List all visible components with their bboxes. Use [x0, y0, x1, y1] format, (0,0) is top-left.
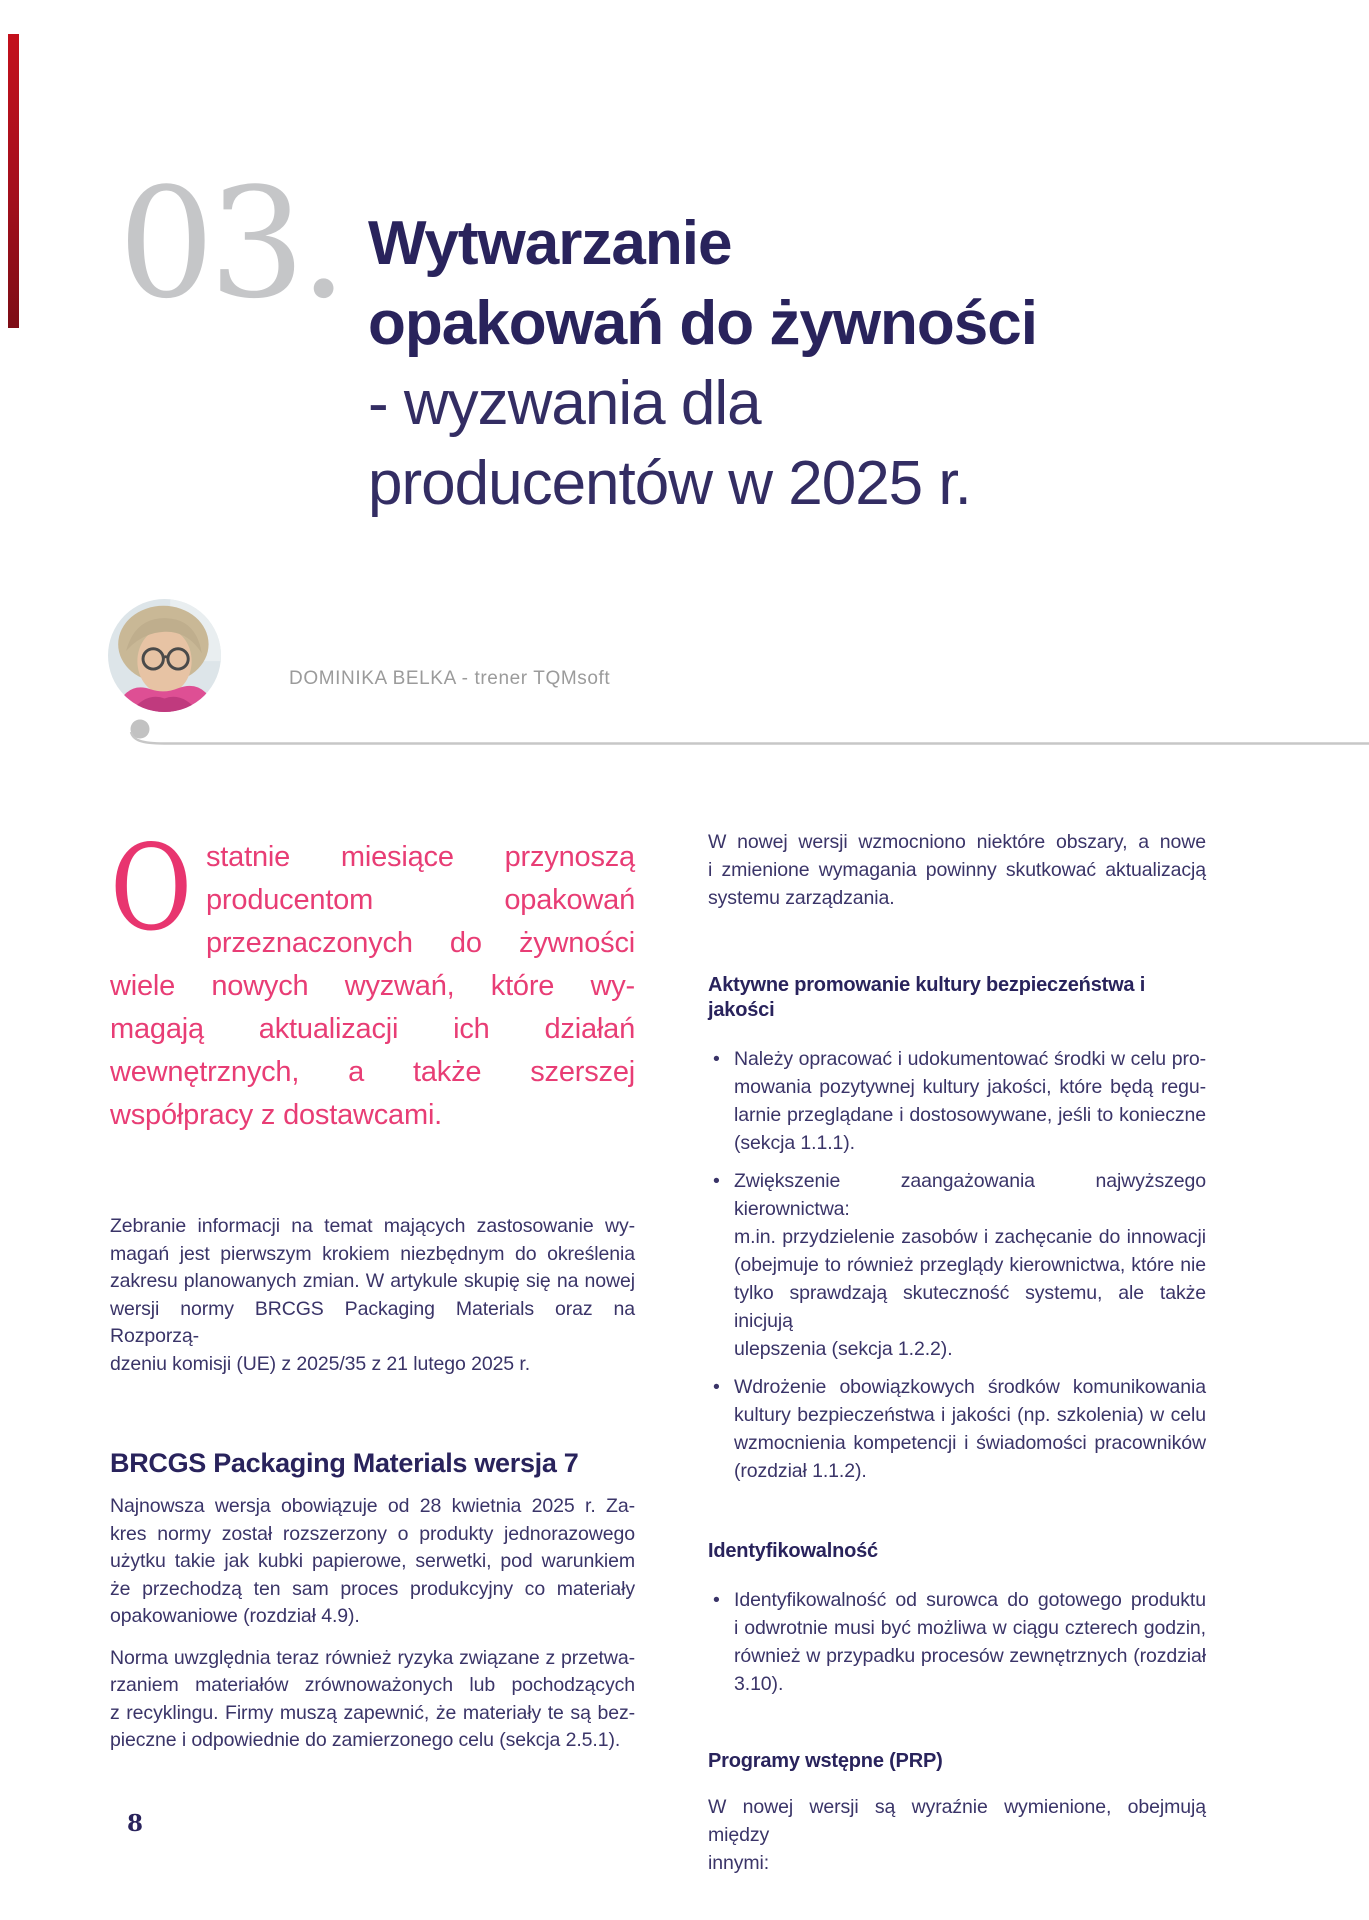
paragraph-intro-right: W nowej wersji wzmocniono niektóre obszary, a nowe i zmienione wymagania powinny skutkować aktualizacją systemu zarządzania.: [708, 831, 1206, 909]
bullet-text: Wdrożenie obowiązkowych środków komunikowania kultury bezpieczeństwa i jakości (np. szkolenia) w celu wzmocnienia kompetencji i świadomości pracowników (rozdział 1.1.2).: [734, 1376, 1206, 1482]
bullet-list-culture: [708, 1045, 1206, 1485]
bullet-dot: •: [713, 1376, 720, 1398]
lead-text: statnie miesiące przynoszą producentom opakowań przeznaczonych do żywności wiele nowych wyzwań, które wy- magają aktualizacji ich działań wewnętrznych, a także szerszej współpracy z dostawcami.: [110, 841, 635, 1131]
author-byline: DOMINIKA BELKA - trener TQMsoft: [289, 668, 611, 689]
drop-cap: O: [110, 819, 193, 957]
bullet-item: [708, 1586, 1206, 1698]
section-divider-line: [110, 716, 1369, 752]
subsection-heading-prp: Programy wstępne (PRP): [708, 1750, 943, 1772]
bullet-dot: •: [713, 1048, 720, 1070]
paragraph-brcgs-2: Norma uwzględnia teraz również ryzyka związane z przetwa- rzaniem materiałów zrównoważonych lub pochodzących z recyklingu. Firmy muszą zapewnić, że materiały te są bez- pieczne i odpowiednie do zamierzonego celu (sekcja 2.5.1).: [110, 1646, 635, 1751]
bullet-item: [708, 1045, 1206, 1157]
chapter-number: 03.: [118, 155, 342, 332]
bullet-item: [708, 1373, 1206, 1485]
paragraph-brcgs-1: Najnowsza wersja obowiązuje od 28 kwietnia 2025 r. Za- kres normy został rozszerzony o produkty jednorazowego użytku takie jak kubki papierowe, serwetki, pod warunkiem że przechodzą ten sam proces produkcyjny co materiały opakowaniowe (rozdział 4.9).: [110, 1495, 635, 1627]
paragraph-intro-left: Zebranie informacji na temat mających zastosowanie wy- magań jest pierwszym krokiem niezbędnym do określenia zakresu planowanych zmian. W artykule skupię się na nowej wersji normy BRCGS Packaging Materials oraz na Rozporzą- dzeniu komisji (UE) z 2025/35 z 21 lutego 2025 r.: [110, 1215, 635, 1375]
bullet-text: Zwiększenie zaangażowania najwyższego kierownictwa: m.in. przydzielenie zasobów i zachęcanie do innowacji (obejmuje to również przeglądy kierownictwa, które nie tylko sprawdzają skuteczność systemu, ale także inicjują ulepszenia (sekcja 1.2.2).: [734, 1170, 1206, 1360]
bullet-text: Należy opracować i udokumentować środki w celu pro- mowania pozytywnej kultury jakości, które będą regu- larnie przeglądane i dostosowywane, jeśli to konieczne (sekcja 1.1.1).: [734, 1048, 1206, 1154]
title-line-light-1: - wyzwania dla: [368, 369, 761, 438]
bullet-dot: •: [713, 1170, 720, 1192]
bullet-item: [708, 1167, 1206, 1363]
author-photo: [108, 599, 221, 712]
right-column: [708, 828, 1206, 1877]
page-number: 8: [127, 1810, 144, 1837]
title-line-bold-2: opakowań do żywności: [368, 289, 1037, 358]
edge-accent-bar: [8, 34, 19, 328]
lead-paragraph: [110, 819, 635, 1137]
subsection-heading-culture: Aktywne promowanie kultury bezpieczeństwa i jakości: [708, 974, 1146, 1021]
article-title: [368, 204, 1148, 524]
section-heading-brcgs: BRCGS Packaging Materials wersja 7: [110, 1448, 579, 1478]
subsection-heading-traceability: Identyfikowalność: [708, 1540, 878, 1562]
left-column: [110, 819, 635, 1755]
bullet-dot: •: [713, 1589, 720, 1611]
title-line-light-2: producentów w 2025 r.: [368, 449, 971, 518]
paragraph-prp-intro: W nowej wersji są wyraźnie wymienione, obejmują między innymi:: [708, 1796, 1206, 1874]
title-line-bold-1: Wytwarzanie: [368, 209, 732, 278]
bullet-text: Identyfikowalność od surowca do gotowego produktu i odwrotnie musi być możliwa w ciągu czterech godzin, również w przypadku procesów zewnętrznych (rozdział 3.10).: [734, 1589, 1206, 1695]
